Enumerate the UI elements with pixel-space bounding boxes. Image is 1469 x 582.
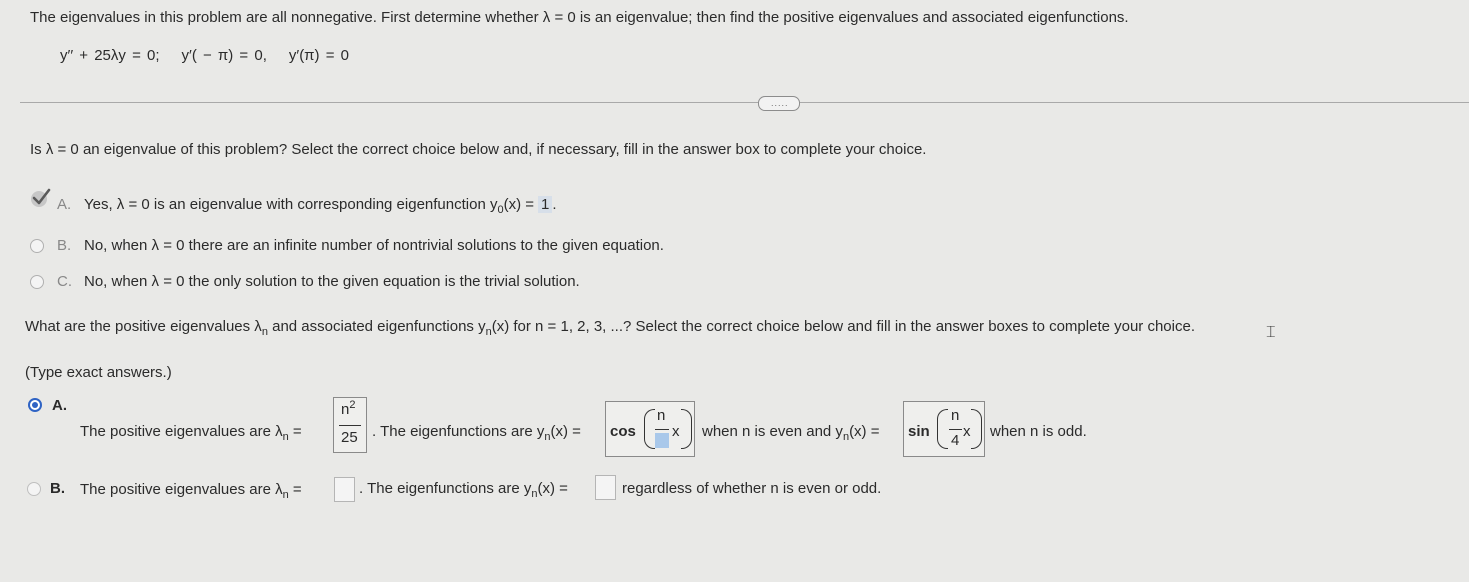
boundary-condition-left: y′( − π) = 0, (181, 47, 267, 64)
eigenvalue-label: The positive eigenvalues are $\lambda_n$ = (80, 423, 302, 443)
problem-equation (60, 47, 349, 64)
option-b-regardless-text: regardless of whether n is even or odd. (622, 480, 882, 497)
radio-option-c[interactable] (30, 275, 44, 289)
radio-option-b[interactable] (30, 239, 44, 253)
eigenfunction-even-label: . The eigenfunctions are $y_n(x)$ = (372, 423, 581, 443)
option-b-text: No, when λ = 0 there are an infinite number of nontrivial solutions to the given equation. (84, 237, 664, 254)
answer-box-eigenfunction-zero[interactable]: 1 (538, 196, 552, 213)
radio-part2-option-b[interactable] (27, 482, 41, 496)
option-c-letter: C. (57, 273, 72, 290)
divider (20, 102, 1469, 103)
answer-box-eigenfunction-even[interactable]: cos n x (605, 401, 695, 457)
option-a-text: Yes, λ = 0 is an eigenvalue with corresponding eigenfunction $y_0(x) = 1$ . (84, 196, 557, 216)
part2-option-a-letter: A. (52, 397, 67, 414)
text-cursor-icon: ⌶ (1266, 324, 1276, 341)
radio-part2-option-a[interactable] (28, 398, 42, 412)
more-dots-icon: ..... (771, 98, 789, 108)
odd-condition-text: when n is odd. (990, 423, 1087, 440)
part2-option-b-letter: B. (50, 480, 65, 497)
answer-box-b-eigenfunction[interactable] (595, 475, 616, 500)
ode: y′′ + 25λy = 0; (60, 47, 160, 64)
empty-denominator-input[interactable] (655, 433, 669, 448)
check-mark-icon (32, 188, 52, 206)
question-positive-eigenvalues: What are the positive eigenvalues $\lambda_n$ and associated eigenfunctions $y_n(x)$ for n = 1, 2, 3, ...? Select the correct choice below and fill in the answer boxes to complete your choice. (25, 318, 1195, 338)
option-b-letter: B. (57, 237, 72, 254)
answer-box-eigenvalue[interactable]: $n^2$ 25 (333, 397, 367, 453)
answer-box-eigenfunction-odd[interactable]: sin n 4 x (903, 401, 985, 457)
expand-more-button[interactable] (758, 96, 800, 111)
question-lambda-zero: Is λ = 0 an eigenvalue of this problem? Select the correct choice below and, if necessary, fill in the answer box to complete your choice. (30, 141, 927, 158)
eigenfunction-odd-label: when n is even and $y_n(x)$ = (702, 423, 880, 443)
option-b-eigenvalue-label: The positive eigenvalues are $\lambda_n$ = (80, 481, 302, 501)
option-b-eigenfunction-label: . The eigenfunctions are $y_n(x)$ = (359, 480, 568, 500)
problem-statement: The eigenvalues in this problem are all nonnegative. First determine whether λ = 0 is an eigenvalue; then find the positive eigenvalues and associated eigenfunctions. (30, 9, 1129, 26)
radio-option-a-checked[interactable] (31, 191, 47, 207)
answer-box-b-eigenvalue[interactable] (334, 477, 355, 502)
option-c-text: No, when λ = 0 the only solution to the given equation is the trivial solution. (84, 273, 580, 290)
boundary-condition-right: y′(π) = 0 (288, 47, 349, 64)
type-hint: (Type exact answers.) (25, 364, 172, 381)
option-a-letter: A. (57, 196, 72, 213)
